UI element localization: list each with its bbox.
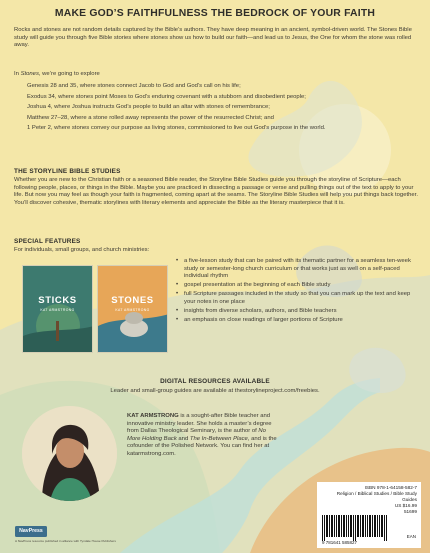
sticks-book-cover: [22, 265, 93, 353]
author-bio: KAT ARMSTRONG is a sought-after Bible teacher and innovative ministry leader. She holds a master’s degree from Dallas Theological Seminary, is the author of No More Holding Back and The In-Between Place, and is the cofounder of the Polished Network. You can find her at katarmstrong.com.: [127, 413, 277, 457]
ean-label: EAN: [406, 534, 416, 539]
isbn-price-code: 51699: [403, 509, 417, 514]
storyline-text: Whether you are new to the Christian faith or a seasoned Bible reader, the Storyline Bible Studies guide you through the storyline of Scripture—each following people, places, or things in the Bible. Maybe you are practiced in dissecting a passage or verse and pulling things out of the text to apply to your life. But now you may feel as though your faith is fragmented, coming apart at the seams. The Storyline Bible Studies will help you put things back together. You’ll discover cohesive, thematic storylines with literary elements and appreciate the Bible as the literary masterpiece that it is.: [14, 177, 418, 206]
isbn-category: Religion / Biblical Studies / Bible Study: [336, 491, 417, 496]
stones-book-cover: [97, 265, 168, 353]
author-portrait: [22, 406, 117, 501]
feature-item: • an emphasis on close readings of larger portions of Scripture: [176, 317, 418, 325]
publisher-note: A NavPress resource published in alliance with Tyndale House Publishers: [15, 539, 116, 543]
navpress-logo: NavPress: [15, 526, 47, 537]
feature-item: • gospel presentation at the beginning of each Bible study: [176, 282, 418, 290]
intro-paragraph: Rocks and stones are not random details captured by the Bible’s authors. They have deep meaning in an ancient, symbol-driven world. The Stones Bible study will guide you through five Bible stories where stones show us how to build our faith—and lead us to Jesus, the One for whom the stone was rolled away.: [14, 27, 412, 49]
barcode-number: 9 781641 585827: [322, 540, 358, 545]
barcode: [322, 515, 388, 541]
features-list: [176, 258, 418, 326]
storyline-title: THE STORYLINE BIBLE STUDIES: [14, 168, 121, 175]
feature-item: • a five-lesson study that can be paired with its thematic partner for a seamless ten-week study or semester-long church curriculum or that works just as well on a self-paced individual rhythm: [176, 258, 418, 281]
isbn-number: ISBN 978-1-64158-582-7: [364, 485, 417, 490]
explore-list: [27, 83, 357, 136]
feature-item: • full Scripture passages included in the study so that you can mark up the text and keep your notes in one place: [176, 291, 418, 306]
sticks-book-title: STICKS: [38, 295, 77, 306]
digital-resources-text: Leader and small-group guides are available at thestoryline​project.com/freebies.: [110, 388, 320, 394]
feature-item: • insights from diverse scholars, authors, and Bible teachers: [176, 308, 418, 316]
explore-list-item: Genesis 28 and 35, where stones connect Jacob to God and God’s call on his life;: [27, 83, 241, 89]
sticks-book-author: KAT ARMSTRONG: [40, 308, 75, 312]
features-subtitle: For individuals, small groups, and church ministries:: [14, 247, 150, 253]
stones-book-title: STONES: [111, 295, 154, 306]
isbn-category-cont: Guides: [402, 497, 417, 502]
explore-list-item: Matthew 27–28, where a stone rolled away represents the power of the resurrected Christ; and: [27, 114, 274, 121]
stones-book-author: KAT ARMSTRONG: [115, 308, 150, 312]
explore-list-item: Joshua 4, where Joshua instructs God’s people to build an altar with stones of remembrance;: [27, 104, 270, 111]
headline: MAKE GOD’S FAITHFULNESS THE BEDROCK OF YOUR FAITH: [54, 8, 376, 19]
digital-resources-title: DIGITAL RESOURCES AVAILABLE: [160, 378, 270, 385]
features-title: SPECIAL FEATURES: [14, 238, 81, 245]
explore-list-item: Exodus 34, where stones point Moses to God’s enduring covenant with a stubborn and disobedient people;: [27, 93, 306, 100]
explore-list-item: 1 Peter 2, where stones convey our purpose as living stones, commissioned to live out God’s purpose in the world.: [27, 125, 326, 132]
isbn-block: [317, 482, 421, 548]
isbn-price: US $16.99: [394, 503, 417, 508]
explore-intro: In Stones, we’re going to explore: [14, 71, 100, 77]
author-photo: [22, 406, 117, 501]
